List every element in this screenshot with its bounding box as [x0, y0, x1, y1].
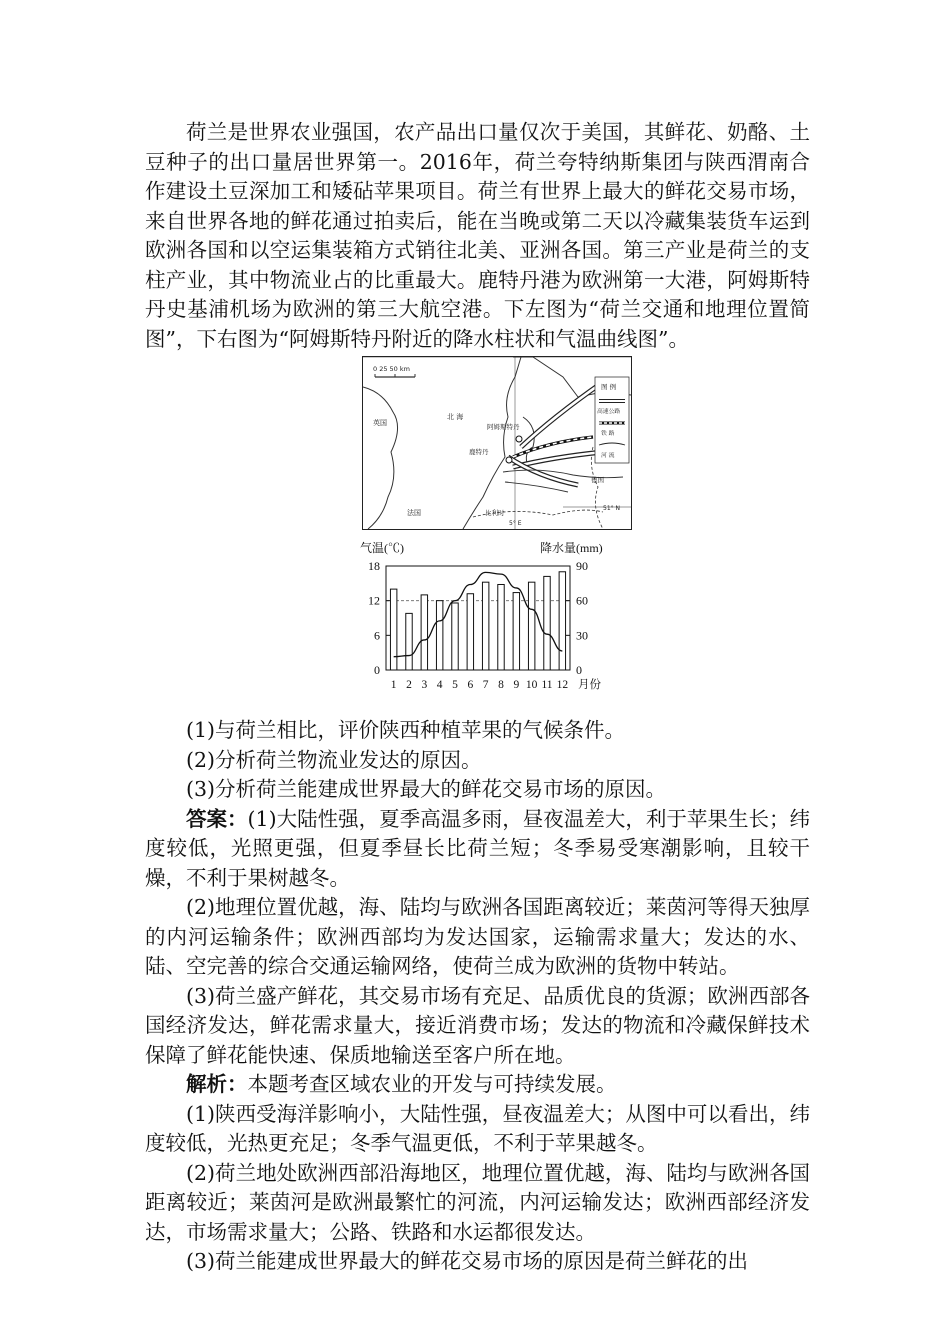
precip-bar — [528, 582, 534, 670]
label-amsterdam: 阿姆斯特丹 — [487, 423, 520, 431]
month-label: 9 — [513, 679, 520, 691]
right-tick-label: 60 — [576, 593, 588, 608]
answer-1 — [145, 805, 810, 894]
answer-2: (2)地理位置优越，海、陆均与欧洲各国距离较近；莱茵河等得天独厚的内河运输条件；欧洲西部均为发达国家，运输需求量大；发达的水、陆、空完善的综合交通运输网络，使荷兰成为欧洲的货物中转站。 — [145, 895, 810, 978]
x-axis-title: 月份 — [578, 679, 601, 691]
plot-frame — [386, 566, 570, 670]
label-longitude: 5° E — [509, 520, 522, 527]
label-north-sea: 北 海 — [447, 413, 464, 421]
amsterdam-marker — [516, 436, 522, 442]
precip-bar — [482, 582, 488, 670]
uk-coast — [363, 387, 398, 529]
precip-bar — [513, 593, 519, 670]
precip-bar — [544, 576, 550, 670]
right-tick-label: 0 — [576, 663, 582, 677]
analysis-1: (1)陕西受海洋影响小，大陆性强，昼夜温差大；从图中可以看出，纬度较低，光热更充足；冬季气温更低，不利于苹果越冬。 — [145, 1101, 810, 1155]
analysis-2: (2)荷兰地处欧洲西部沿海地区，地理位置优越，海、陆均与欧洲各国距离较近；莱茵河是欧洲最繁忙的河流，内河运输发达；欧洲西部经济发达，市场需求量大；公路、铁路和水运都很发达。 — [145, 1160, 810, 1244]
month-label: 11 — [541, 679, 553, 691]
right-tick-label: 90 — [576, 559, 588, 573]
precip-bar — [452, 603, 458, 670]
maas-river — [505, 482, 568, 492]
label-latitude: 51° N — [603, 505, 621, 512]
month-label: 5 — [452, 679, 458, 691]
left-tick-label: 0 — [374, 663, 380, 677]
legend-railway: 铁 路 — [601, 431, 615, 437]
precip-bar — [467, 594, 473, 670]
legend-river: 河 流 — [601, 453, 615, 459]
legend-highway: 高速公路 — [597, 409, 621, 415]
right-tick-label: 30 — [576, 628, 588, 643]
month-label: 7 — [482, 679, 489, 691]
month-label: 8 — [498, 679, 504, 691]
rotterdam-marker — [506, 457, 512, 463]
month-label: 10 — [525, 679, 538, 691]
netherlands-map — [362, 356, 632, 530]
question-1: (1)与荷兰相比，评价陕西种植苹果的气候条件。 — [186, 718, 626, 742]
legend-title: 图 例 — [601, 383, 617, 391]
month-label: 3 — [421, 679, 428, 691]
temperature-curve — [394, 572, 563, 656]
month-label: 12 — [556, 679, 569, 691]
question-3: (3)分析荷兰能建成世界最大的鲜花交易市场的原因。 — [186, 777, 667, 801]
left-axis-title: 气温(℃) — [360, 541, 404, 555]
label-belgium: 比利时 — [485, 509, 505, 517]
precip-bar — [421, 595, 427, 670]
precip-bar — [559, 572, 565, 670]
precip-bar — [436, 601, 442, 670]
left-tick-label: 12 — [368, 593, 380, 608]
answer-1-text: (1)大陆性强，夏季高温多雨，昼夜温差大，利于苹果生长；纬度较低，光照更强，但夏季昼长比荷兰短；冬季易受寒潮影响，且较干燥，不利于果树越冬。 — [145, 806, 810, 890]
month-label: 1 — [390, 679, 397, 691]
climate-chart — [358, 538, 618, 698]
scale-label: 0 25 50 km — [373, 365, 410, 373]
analysis-3: (3)荷兰能建成世界最大的鲜花交易市场的原因是荷兰鲜花的出 — [186, 1249, 749, 1273]
analysis-intro-text: 本题考查区域农业的开发与可持续发展。 — [247, 1072, 617, 1096]
rhine-river — [503, 470, 623, 478]
left-tick-label: 6 — [374, 628, 380, 643]
left-tick-label: 18 — [368, 559, 380, 573]
map-svg — [363, 357, 631, 529]
question-2: (2)分析荷兰物流业发达的原因。 — [186, 747, 482, 772]
month-label: 2 — [406, 679, 412, 691]
analysis-intro — [145, 1070, 810, 1100]
intro-section — [145, 118, 810, 354]
climate-chart-svg — [358, 538, 618, 698]
questions-answers-section — [145, 716, 810, 1277]
month-label: 6 — [467, 679, 474, 691]
label-uk: 英国 — [373, 419, 387, 427]
label-germany: 德国 — [591, 476, 604, 484]
analysis-label: 解析： — [186, 1072, 248, 1096]
right-axis-title: 降水量(mm) — [540, 541, 603, 555]
month-label: 4 — [436, 679, 443, 691]
precip-bar — [406, 613, 412, 670]
answer-label: 答案： — [186, 806, 248, 831]
label-france: 法国 — [407, 509, 421, 517]
label-rotterdam: 鹿特丹 — [469, 448, 489, 456]
answer-3: (3)荷兰盛产鲜花，其交易市场有充足、品质优良的货源；欧洲西部各国经济发达，鲜花需求量大，接近消费市场；发达的物流和冷藏保鲜技术保障了鲜花能快速、保质地输送至客户所在地。 — [145, 983, 810, 1067]
precip-bar — [390, 589, 396, 670]
precip-bar — [498, 584, 504, 670]
intro-paragraph: 荷兰是世界农业强国，农产品出口量仅次于美国，其鲜花、奶酪、土豆种子的出口量居世界第一。2016年，荷兰夸特纳斯集团与陕西渭南合作建设土豆深加工和矮砧苹果项目。荷兰有世界上最大的鲜花交易市场，来自世界各地的鲜花通过拍卖后，能在当晚或第二天以冷藏集装货车运到欧洲各国和以空运集装箱方式销往北美、亚洲各国。第三产业是荷兰的支柱产业，其中物流业占的比重最大。鹿特丹港为欧洲第一大港，阿姆斯特丹史基浦机场为欧洲的第三大航空港。下左图为“荷兰交通和地理位置简图”，下右图为“阿姆斯特丹附近的降水柱状和气温曲线图”。 — [145, 120, 810, 351]
nl-coast — [463, 357, 521, 529]
